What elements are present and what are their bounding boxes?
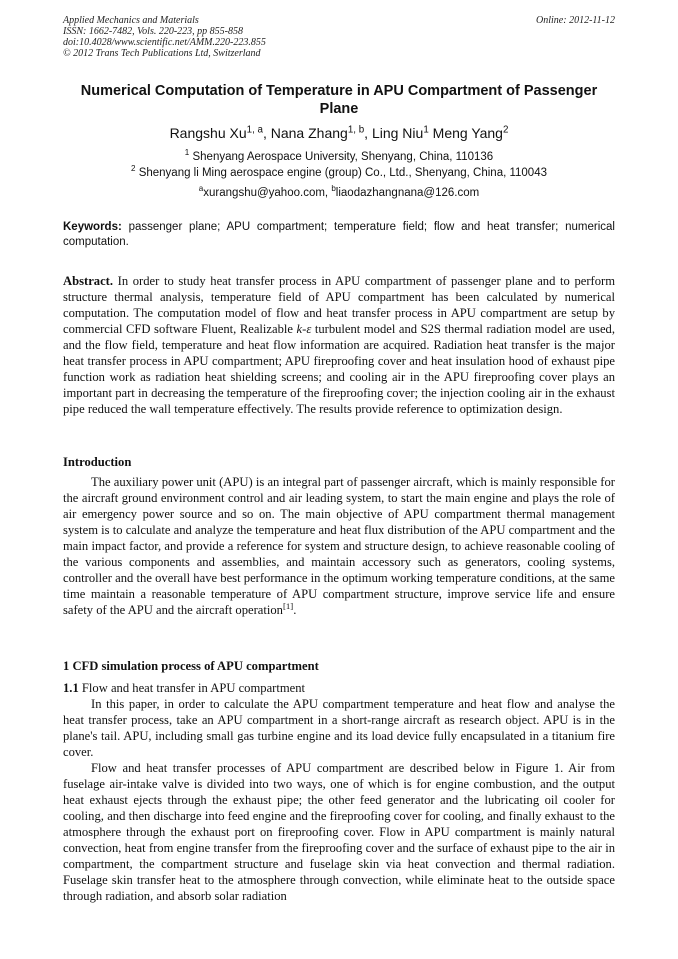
issn-line: ISSN: 1662-7482, Vols. 220-223, pp 855-858 [63,26,243,37]
abstract-text: In order to study heat transfer process in APU compartment of passenger plane and to perform structure thermal analysis, temperature field of APU compartment has been calculated by numerical computation. The computation model of flow and heat transfer process in APU compartment are setup by commercial CFD software Fluent, Realizable [63,274,615,336]
email-mark: a [198,184,204,194]
journal-name: Applied Mechanics and Materials [63,15,199,26]
email-mark: b [331,184,336,194]
abstract-label: Abstract. [63,274,114,288]
k-epsilon-symbol: k-ε [296,322,312,336]
author-affil-mark: 1 [423,124,429,136]
introduction-heading: Introduction [63,455,132,469]
citation-mark[interactable]: [1] [282,600,294,611]
affiliation-text: Shenyang li Ming aerospace engine (group) Co., Ltd., Shenyang, China, 110043 [138,167,547,179]
subsection-title: Flow and heat transfer in APU compartment [78,681,306,695]
author-affil-mark: 1, b [347,124,365,136]
email-separator: , [324,187,332,199]
paper-title: Numerical Computation of Temperature in APU Compartment of Passenger Plane [80,83,598,117]
section-1-paragraph-1: In this paper, in order to calculate the APU compartment temperature and heat flow and analyse the heat transfer process, take an APU compartment in a short-range aircraft as research object. APU is in the plane's tail. APU, including small gas turbine engine and its load device fully encapsulated in a titanium fire cover. [63,697,615,759]
author-emails [63,186,615,201]
keywords-label: Keywords: [63,221,122,233]
author-affil-mark: 1, a [246,124,263,136]
author-name: Rangshu Xu [169,125,247,141]
subsection-number: 1.1 [63,681,79,695]
author-name: Nana Zhang [270,125,348,141]
copyright-line: © 2012 Trans Tech Publications Ltd, Switzerland [63,48,261,59]
keywords-text: passenger plane; APU compartment; temperature field; flow and heat transfer; numerical computation. [63,221,615,248]
introduction-end: . [293,603,297,617]
introduction-text: The auxiliary power unit (APU) is an integral part of passenger aircraft, which is mainly responsible for the aircraft ground environment control and air leading system, to start the main engine and plays the role of air emergency power source and so on. The main objective of APU compartment thermal management system is to calculate and analyze the temperature and heat flux distribution of the APU compartment and the main impact factor, and provide a reference for system and structure design, to achieve reasonable cooling of the various components and assemblies, and maintain accessory such as generators, cooling systems, controller and the overall have best performance in the optimum working temperature conditions, at the same time maintain a reasonable temperature of APU compartment structure, improve service life and ensure safety of the APU and the aircraft operation [63,475,615,617]
author-separator: , [364,125,372,141]
affiliation-number: 1 [184,148,190,158]
online-date: Online: 2012-11-12 [536,15,615,26]
keywords [63,220,615,250]
affiliation-2 [63,166,615,181]
affiliation-1 [63,150,615,165]
affiliation-text: Shenyang Aerospace University, Shenyang, China, 110136 [192,151,494,163]
author-name: Meng Yang [432,125,503,141]
introduction-paragraph [63,474,615,618]
author-affil-mark: 2 [502,124,509,136]
affiliation-number: 2 [131,164,136,174]
author-separator: , [262,125,271,141]
email-a[interactable]: xurangshu@yahoo.com [203,187,325,199]
author-name: Ling Niu [371,125,424,141]
subsection-1-1-heading [63,680,305,696]
doi-line: doi:10.4028/www.scientific.net/AMM.220-223.855 [63,37,266,48]
section-1-heading: 1 CFD simulation process of APU compartment [63,659,319,673]
abstract-text: turbulent model and S2S thermal radiation model are used, and the flow field, temperature and heat flow information are acquired. Radiation heat transfer is the major heat transfer process in APU compartment; APU fireproofing cover and heat insulation hood of exhaust pipe function work as radiation heat shielding screens; and cooling air in the APU fireproofing cover plays an important part in decreasing the temperature of the fireproofing cover; the injection cooling air in the exhaust pipe reduced the wall temperature effectively. The results provide reference to optimization design. [63,322,615,416]
abstract [63,273,615,417]
author-list [63,124,615,142]
journal-header [63,15,615,59]
section-1-paragraph-2: Flow and heat transfer processes of APU compartment are described below in Figure 1. Air from fuselage air-intake valve is divided into two ways, one of which is for engine combustion, and the output heat exhaust ejects through the exhaust pipe; the other feed generator and the lubricating oil cooler for cooling, and then discharge into feed engine and the fireproofing cover for cooling, and finally exhaust to the atmosphere through the exhaust port on fireproofing cover. Flow in APU compartment is mainly natural convection, heat from engine transfer from the fireproofing cover and the surface of exhaust pipe to the air in compartment, the compartment structure and fuselage skin via heat convection and thermal radiation. Fuselage skin transfer heat to the atmosphere through convection, while eliminate heat to the outside space through radiation, and absorb solar radiation [63,761,615,903]
email-b[interactable]: liaodazhangnana@126.com [335,187,480,199]
